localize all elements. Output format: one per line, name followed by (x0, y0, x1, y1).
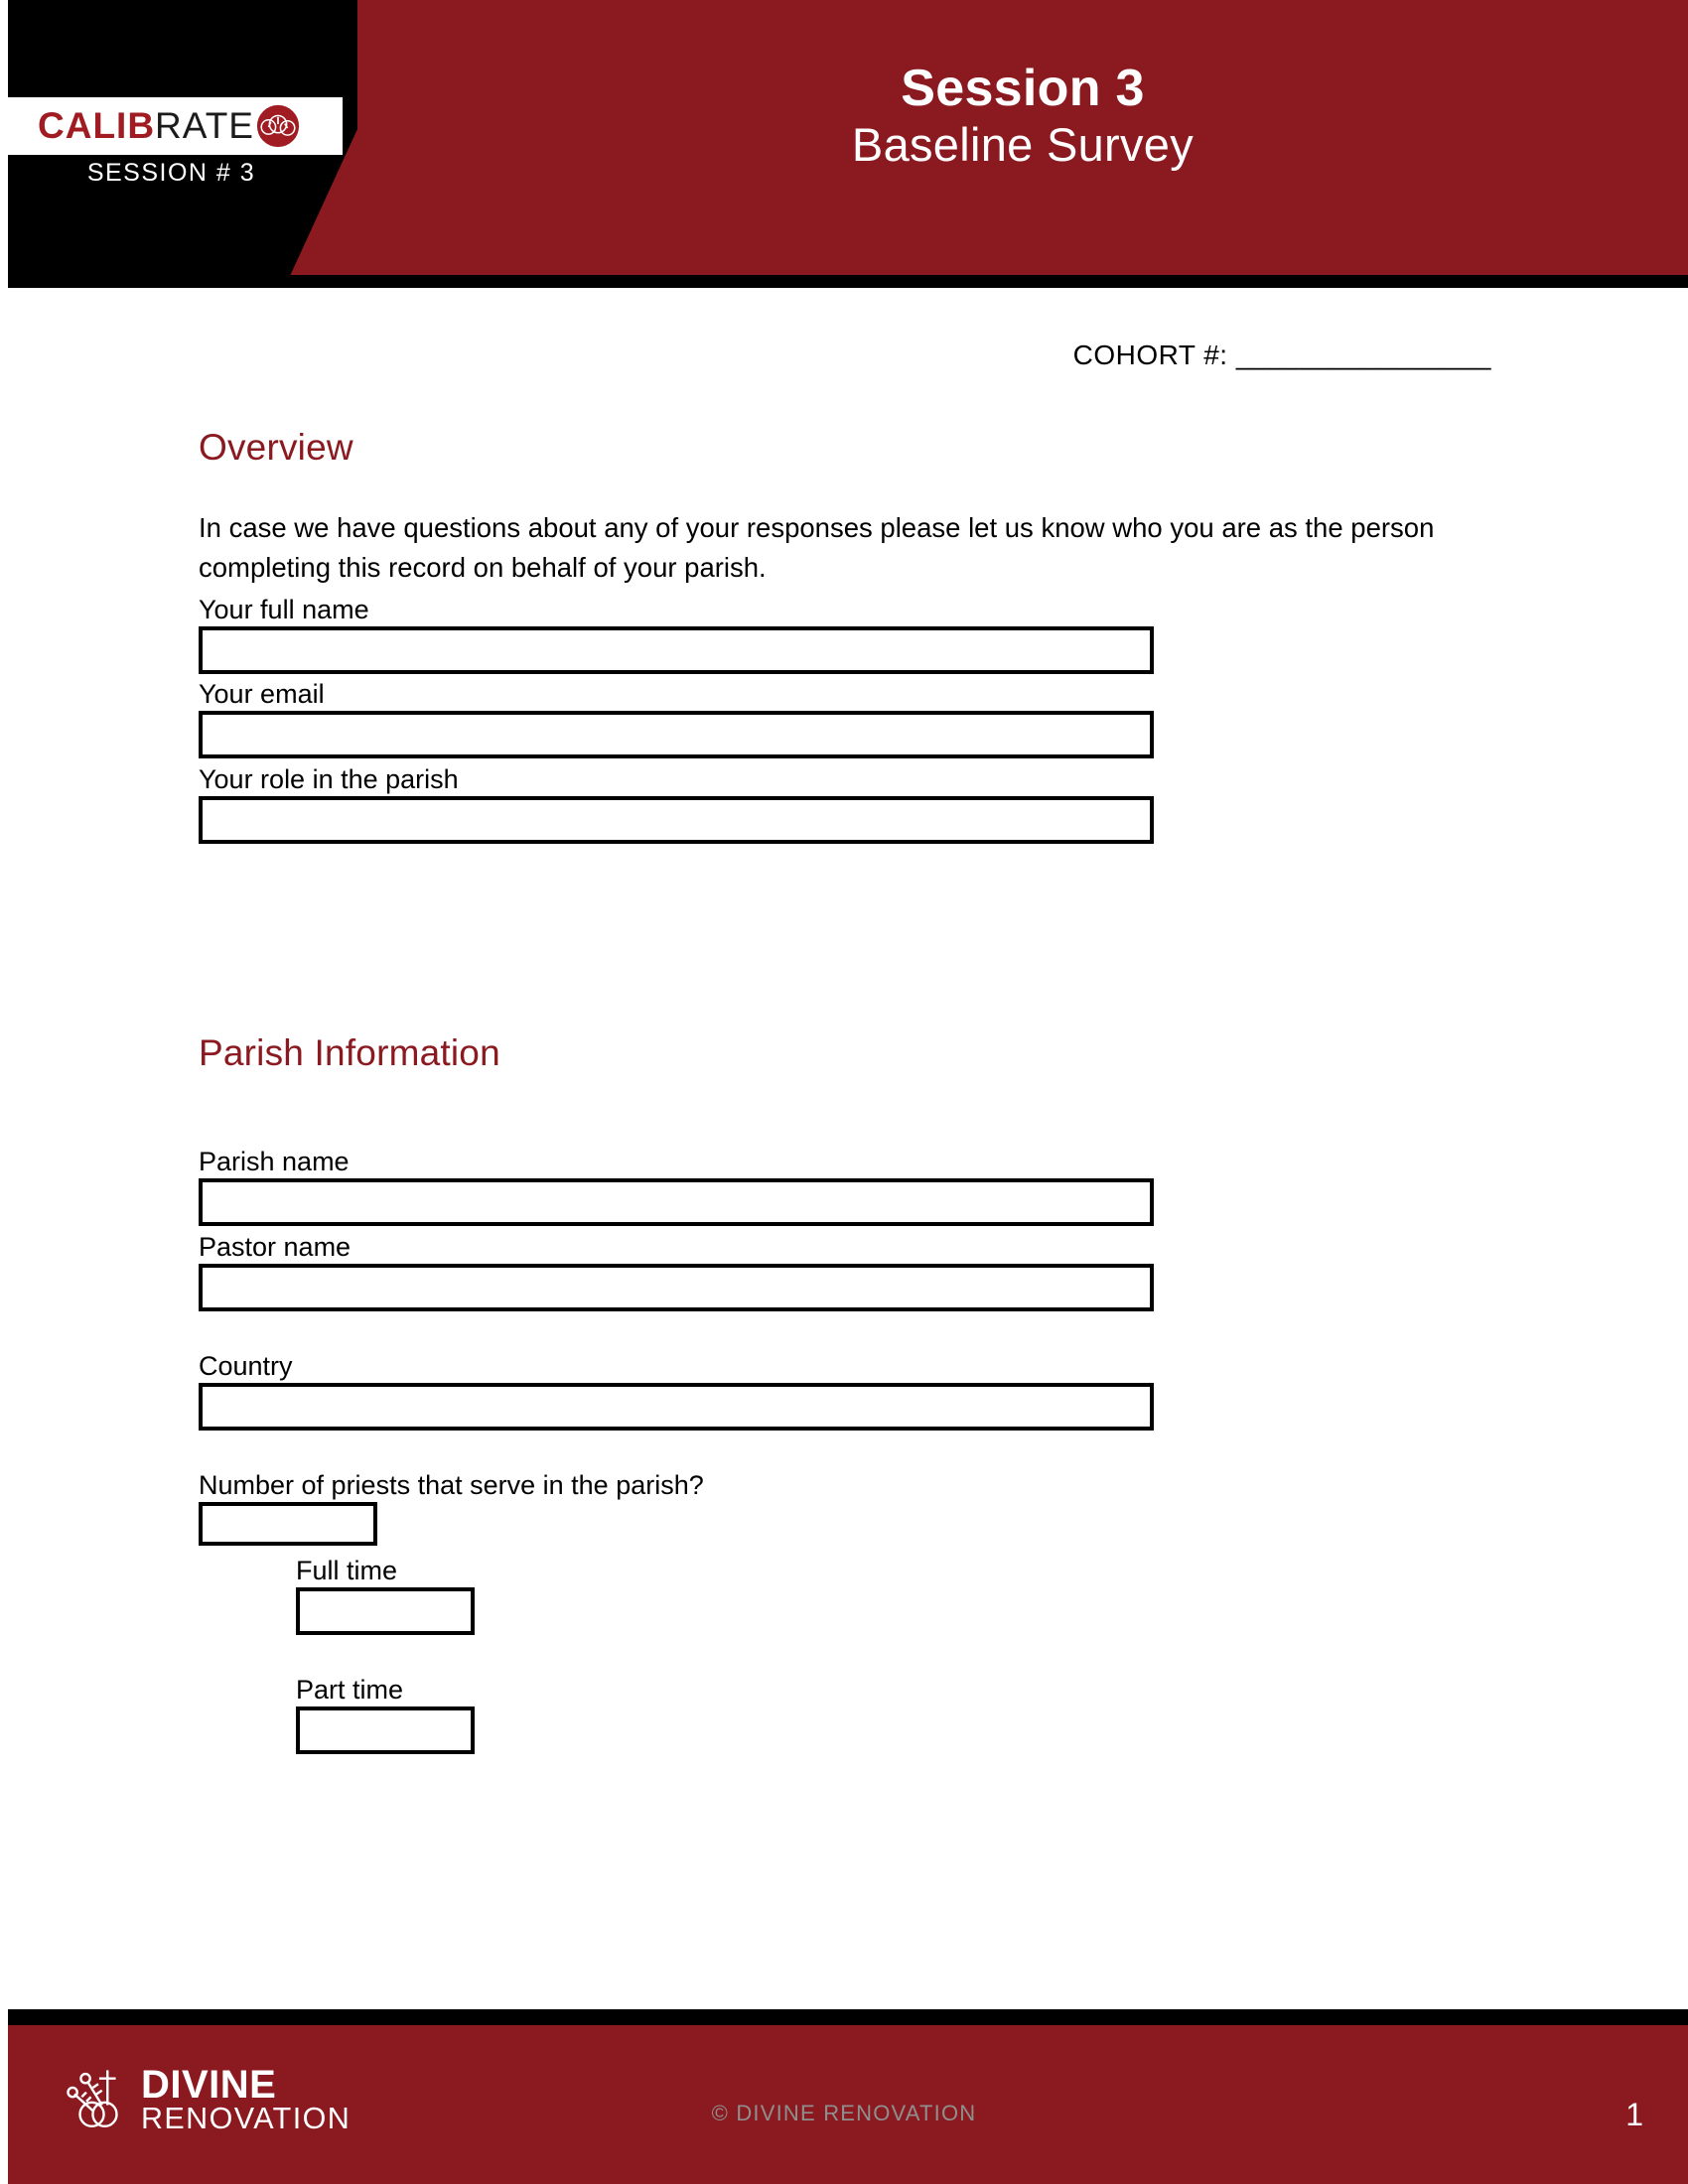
field-input-parish-name[interactable] (199, 1178, 1154, 1226)
calibrate-logo-primary-text: CALIB (38, 105, 156, 146)
page-header (0, 0, 1688, 288)
field-label: Your full name (199, 595, 369, 624)
field-label: Your email (199, 679, 325, 709)
field-your-full-name (199, 596, 1154, 674)
field-input-country[interactable] (199, 1383, 1154, 1431)
field-label: Number of priests that serve in the parish? (199, 1470, 704, 1500)
field-input-your-full-name[interactable] (199, 626, 1154, 674)
overview-paragraph: In case we have questions about any of your responses please let us know who you are as the person completing this record on behalf of your parish. (199, 512, 1435, 584)
field-number-of-priests (199, 1471, 704, 1546)
field-label: Part time (296, 1675, 404, 1705)
field-label: Parish name (199, 1147, 350, 1176)
footer-copyright: © DIVINE RENOVATION (711, 2101, 977, 2125)
header-bottom-rule (0, 275, 1688, 288)
divine-renovation-line1: DIVINE (141, 2063, 277, 2108)
field-your-role (199, 765, 1154, 844)
page-subtitle: Baseline Survey (851, 118, 1195, 172)
field-full-time-priests (296, 1557, 475, 1635)
page-title: Session 3 (901, 60, 1145, 117)
field-label: Your role in the parish (199, 764, 459, 794)
calibrate-logo (38, 103, 301, 149)
section-heading-parish-information: Parish Information (199, 1032, 500, 1073)
field-parish-name (199, 1148, 1154, 1226)
divine-renovation-line2: RENOVATION (141, 2101, 352, 2135)
field-input-full-time-priests[interactable] (296, 1587, 475, 1635)
gauge-icon (255, 103, 301, 149)
cohort-number-line: COHORT #: ________________ (1072, 340, 1491, 370)
header-title-group (357, 60, 1688, 173)
section-heading-overview: Overview (199, 427, 353, 468)
field-input-pastor-name[interactable] (199, 1264, 1154, 1311)
field-country (199, 1352, 1154, 1431)
field-label: Full time (296, 1556, 398, 1585)
field-input-your-email[interactable] (199, 711, 1154, 758)
field-input-your-role[interactable] (199, 796, 1154, 844)
session-tag: SESSION # 3 (86, 159, 256, 187)
field-label: Country (199, 1351, 293, 1381)
field-your-email (199, 680, 1154, 758)
field-input-number-of-priests[interactable] (199, 1502, 377, 1546)
calibrate-logo-secondary-text: RATE (155, 105, 254, 146)
field-input-part-time-priests[interactable] (296, 1706, 475, 1754)
page-left-margin (0, 0, 8, 2184)
field-label: Pastor name (199, 1232, 352, 1262)
footer-black-rule (0, 2009, 1688, 2025)
page-content (0, 288, 1688, 2005)
field-pastor-name (199, 1233, 1154, 1311)
page-footer (0, 2005, 1688, 2184)
page-number: 1 (1625, 2097, 1643, 2132)
field-part-time-priests (296, 1676, 475, 1754)
